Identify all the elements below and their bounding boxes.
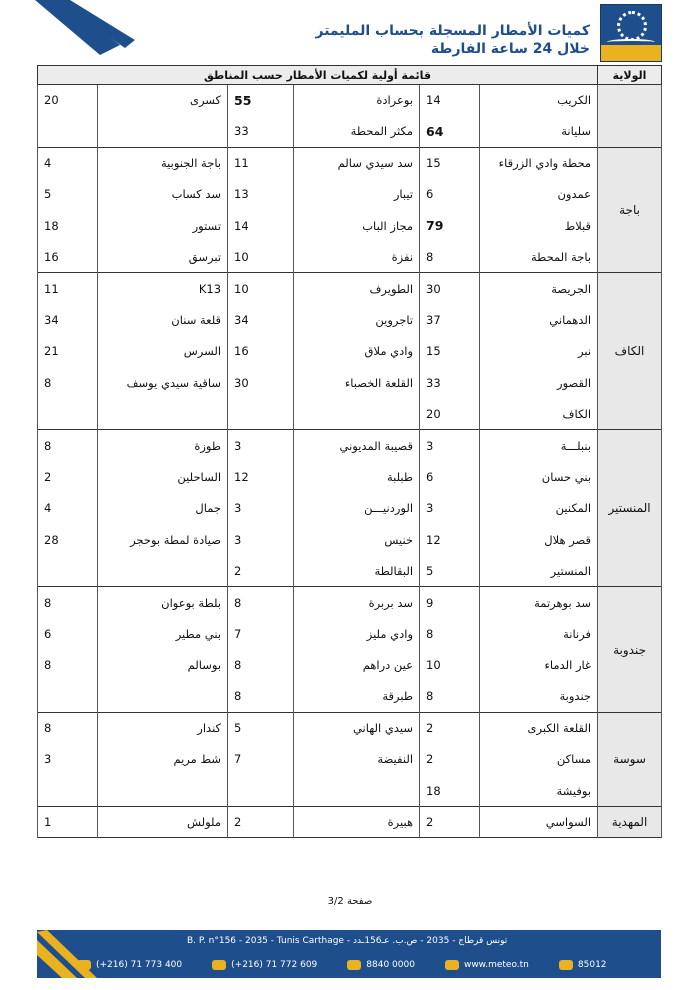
governorate-cell	[598, 85, 662, 148]
rainfall-value: 30	[228, 367, 294, 398]
station-name: النفيضة	[294, 744, 420, 775]
sun-emblem-icon	[617, 11, 647, 41]
station-name: السواسي	[480, 806, 598, 837]
table-row	[38, 116, 662, 147]
rainfall-value	[38, 116, 98, 147]
rainfall-value: 8	[38, 367, 98, 398]
footer-phone-1[interactable]: (+216) 71 773 400	[77, 960, 182, 970]
table-row	[38, 806, 662, 837]
rainfall-value: 55	[228, 85, 294, 116]
station-name: بوعرادة	[294, 85, 420, 116]
table-row	[38, 493, 662, 524]
station-name: جندوبة	[480, 681, 598, 712]
station-name: بوسالم	[98, 650, 228, 681]
rainfall-value: 3	[38, 744, 98, 775]
rainfall-value: 18	[38, 210, 98, 241]
station-name: قصر هلال	[480, 524, 598, 555]
rainfall-value: 20	[420, 398, 480, 429]
station-name: طبلبة	[294, 461, 420, 492]
rainfall-value: 21	[38, 336, 98, 367]
rainfall-value: 34	[38, 304, 98, 335]
footer-code: 85012	[559, 960, 607, 970]
station-name: ساقية سيدي يوسف	[98, 367, 228, 398]
title-line-1: كميات الأمطار المسجلة بحساب المليمتر	[315, 23, 590, 39]
rainfall-value	[38, 681, 98, 712]
station-name: بوفيشة	[480, 775, 598, 806]
station-name: مجاز الباب	[294, 210, 420, 241]
col-list-header: قائمة أولية لكميات الأمطار حسب المناطق	[38, 66, 598, 85]
table-row	[38, 147, 662, 178]
station-name: K13	[98, 273, 228, 304]
station-name: المنستير	[480, 555, 598, 586]
table-row	[38, 681, 662, 712]
station-name: سد سيدي سالم	[294, 147, 420, 178]
station-name	[98, 398, 228, 429]
mail-icon	[559, 960, 573, 970]
rainfall-value: 6	[420, 179, 480, 210]
rainfall-value: 2	[420, 712, 480, 743]
station-name: شط مريم	[98, 744, 228, 775]
station-name: الطويرف	[294, 273, 420, 304]
rainfall-value: 16	[38, 241, 98, 272]
rainfall-value: 11	[38, 273, 98, 304]
table-row	[38, 241, 662, 272]
table-row	[38, 398, 662, 429]
rainfall-value: 8	[38, 430, 98, 461]
station-name: تستور	[98, 210, 228, 241]
station-name: الكاف	[480, 398, 598, 429]
globe-icon	[445, 960, 459, 970]
rainfall-value: 2	[420, 806, 480, 837]
station-name: تاجروين	[294, 304, 420, 335]
station-name: تبرسق	[98, 241, 228, 272]
rainfall-value: 9	[420, 587, 480, 618]
station-name: البقالطة	[294, 555, 420, 586]
rainfall-table	[37, 65, 662, 838]
station-name: باجة الجنوبية	[98, 147, 228, 178]
station-name: السرس	[98, 336, 228, 367]
rainfall-value: 8	[38, 587, 98, 618]
station-name: قبلاط	[480, 210, 598, 241]
rainfall-value: 2	[38, 461, 98, 492]
table-header	[38, 66, 662, 85]
rainfall-value: 3	[420, 493, 480, 524]
station-name: الدهماني	[480, 304, 598, 335]
station-name: فرنانة	[480, 618, 598, 649]
governorate-cell: المنستير	[598, 430, 662, 587]
governorate-cell: المهدية	[598, 806, 662, 837]
rainfall-value: 8	[420, 681, 480, 712]
rainfall-value: 15	[420, 147, 480, 178]
station-name: كندار	[98, 712, 228, 743]
footer-number[interactable]: 8840 0000	[347, 960, 415, 970]
station-name	[98, 775, 228, 806]
col-governorate-header: الولاية	[598, 66, 662, 85]
rainfall-value	[38, 398, 98, 429]
station-name: بني حسان	[480, 461, 598, 492]
station-name: ملولش	[98, 806, 228, 837]
table-row	[38, 587, 662, 618]
station-name: الكريب	[480, 85, 598, 116]
governorate-cell: جندوبة	[598, 587, 662, 713]
rainfall-value: 10	[228, 273, 294, 304]
rainfall-value: 34	[228, 304, 294, 335]
rainfall-value: 11	[228, 147, 294, 178]
station-name: المكنين	[480, 493, 598, 524]
station-name: الجريصة	[480, 273, 598, 304]
rainfall-value: 10	[228, 241, 294, 272]
station-name: بني مطير	[98, 618, 228, 649]
station-name: الساحلين	[98, 461, 228, 492]
table-row	[38, 461, 662, 492]
station-name: تيبار	[294, 179, 420, 210]
station-name: نبر	[480, 336, 598, 367]
rainfall-value	[38, 775, 98, 806]
rainfall-value: 8	[420, 618, 480, 649]
page-title	[316, 22, 591, 58]
phone-icon	[347, 960, 361, 970]
station-name	[98, 116, 228, 147]
rainfall-value: 8	[228, 650, 294, 681]
rainfall-value: 3	[420, 430, 480, 461]
station-name: طوزة	[98, 430, 228, 461]
station-name: غار الدماء	[480, 650, 598, 681]
rainfall-value: 4	[38, 493, 98, 524]
station-name: صيادة لمطة بوحجر	[98, 524, 228, 555]
rainfall-value: 6	[420, 461, 480, 492]
station-name: خنيس	[294, 524, 420, 555]
table-row	[38, 555, 662, 586]
table-row	[38, 775, 662, 806]
rainfall-value: 2	[420, 744, 480, 775]
table-row	[38, 336, 662, 367]
corner-stripes-decoration	[0, 0, 140, 70]
rainfall-value: 33	[420, 367, 480, 398]
station-name: بلطة بوعوان	[98, 587, 228, 618]
station-name: القلعة الخصباء	[294, 367, 420, 398]
title-line-2: خلال 24 ساعة الفارطة	[430, 41, 590, 57]
footer-contacts	[77, 957, 651, 973]
rainfall-value: 10	[420, 650, 480, 681]
rainfall-value: 8	[228, 587, 294, 618]
rainfall-value: 3	[228, 524, 294, 555]
station-name: كسرى	[98, 85, 228, 116]
rainfall-value: 13	[228, 179, 294, 210]
footer-address: B. P. n°156 - 2035 - Tunis Carthage - تونس قرطاج - 2035 - ص.ب. عـ156ـدد	[187, 936, 508, 946]
rainfall-value: 3	[228, 430, 294, 461]
station-name: سيدي الهاني	[294, 712, 420, 743]
rainfall-value: 5	[420, 555, 480, 586]
rainfall-value: 5	[228, 712, 294, 743]
station-name: بنبلـــة	[480, 430, 598, 461]
phone-icon	[77, 960, 91, 970]
station-name: قصيبة المديوني	[294, 430, 420, 461]
station-name	[294, 398, 420, 429]
rainfall-value: 14	[228, 210, 294, 241]
rainfall-value: 2	[228, 555, 294, 586]
table-row	[38, 744, 662, 775]
rainfall-value: 5	[38, 179, 98, 210]
footer-bar	[37, 930, 661, 978]
rainfall-value: 3	[228, 493, 294, 524]
rainfall-value: 8	[38, 650, 98, 681]
rainfall-value	[38, 555, 98, 586]
table-row	[38, 367, 662, 398]
rainfall-value: 20	[38, 85, 98, 116]
governorate-cell: سوسة	[598, 712, 662, 806]
table-row	[38, 273, 662, 304]
rainfall-value: 14	[420, 85, 480, 116]
table-row	[38, 210, 662, 241]
station-name: طبرقة	[294, 681, 420, 712]
fax-icon	[212, 960, 226, 970]
rainfall-value: 8	[228, 681, 294, 712]
station-name: القلعة الكبرى	[480, 712, 598, 743]
footer-website[interactable]: www.meteo.tn	[445, 960, 529, 970]
table-row	[38, 618, 662, 649]
rainfall-value: 8	[420, 241, 480, 272]
rainfall-value: 12	[228, 461, 294, 492]
station-name: نفزة	[294, 241, 420, 272]
station-name: الوردنيـــن	[294, 493, 420, 524]
rainfall-value	[228, 775, 294, 806]
logo-band	[601, 45, 661, 61]
rainfall-value: 2	[228, 806, 294, 837]
station-name: سد كساب	[98, 179, 228, 210]
station-name	[98, 681, 228, 712]
rainfall-value: 28	[38, 524, 98, 555]
rainfall-value: 8	[38, 712, 98, 743]
station-name	[98, 555, 228, 586]
rainfall-value: 18	[420, 775, 480, 806]
station-name: باجة المحطة	[480, 241, 598, 272]
station-name: سد بربرة	[294, 587, 420, 618]
rainfall-value: 12	[420, 524, 480, 555]
station-name: وادي ملاق	[294, 336, 420, 367]
station-name: قلعة سنان	[98, 304, 228, 335]
rainfall-value: 15	[420, 336, 480, 367]
table-row	[38, 650, 662, 681]
table-row	[38, 712, 662, 743]
station-name: مكثر المحطة	[294, 116, 420, 147]
governorate-cell: الكاف	[598, 273, 662, 430]
station-name: جمال	[98, 493, 228, 524]
station-name: سليانة	[480, 116, 598, 147]
rainfall-value: 6	[38, 618, 98, 649]
rainfall-value: 79	[420, 210, 480, 241]
table-row	[38, 85, 662, 116]
rainfall-value: 1	[38, 806, 98, 837]
table-row	[38, 430, 662, 461]
table-row	[38, 179, 662, 210]
station-name: القصور	[480, 367, 598, 398]
rainfall-value: 33	[228, 116, 294, 147]
rainfall-value: 37	[420, 304, 480, 335]
station-name: سد بوهرتمة	[480, 587, 598, 618]
rainfall-value: 7	[228, 744, 294, 775]
institute-logo	[600, 4, 662, 62]
station-name: هبيرة	[294, 806, 420, 837]
table-row	[38, 304, 662, 335]
rainfall-value	[228, 398, 294, 429]
table-row	[38, 524, 662, 555]
governorate-cell: باجة	[598, 147, 662, 273]
rainfall-value: 64	[420, 116, 480, 147]
rainfall-value: 30	[420, 273, 480, 304]
footer-phone-2[interactable]: (+216) 71 772 609	[212, 960, 317, 970]
station-name: عمدون	[480, 179, 598, 210]
station-name: وادي مليز	[294, 618, 420, 649]
station-name: عين دراهم	[294, 650, 420, 681]
rainfall-value: 16	[228, 336, 294, 367]
station-name	[294, 775, 420, 806]
rainfall-value: 4	[38, 147, 98, 178]
station-name: مساكن	[480, 744, 598, 775]
page-number: صفحة 3/2	[327, 896, 373, 907]
rainfall-value: 7	[228, 618, 294, 649]
station-name: محطة وادي الزرقاء	[480, 147, 598, 178]
